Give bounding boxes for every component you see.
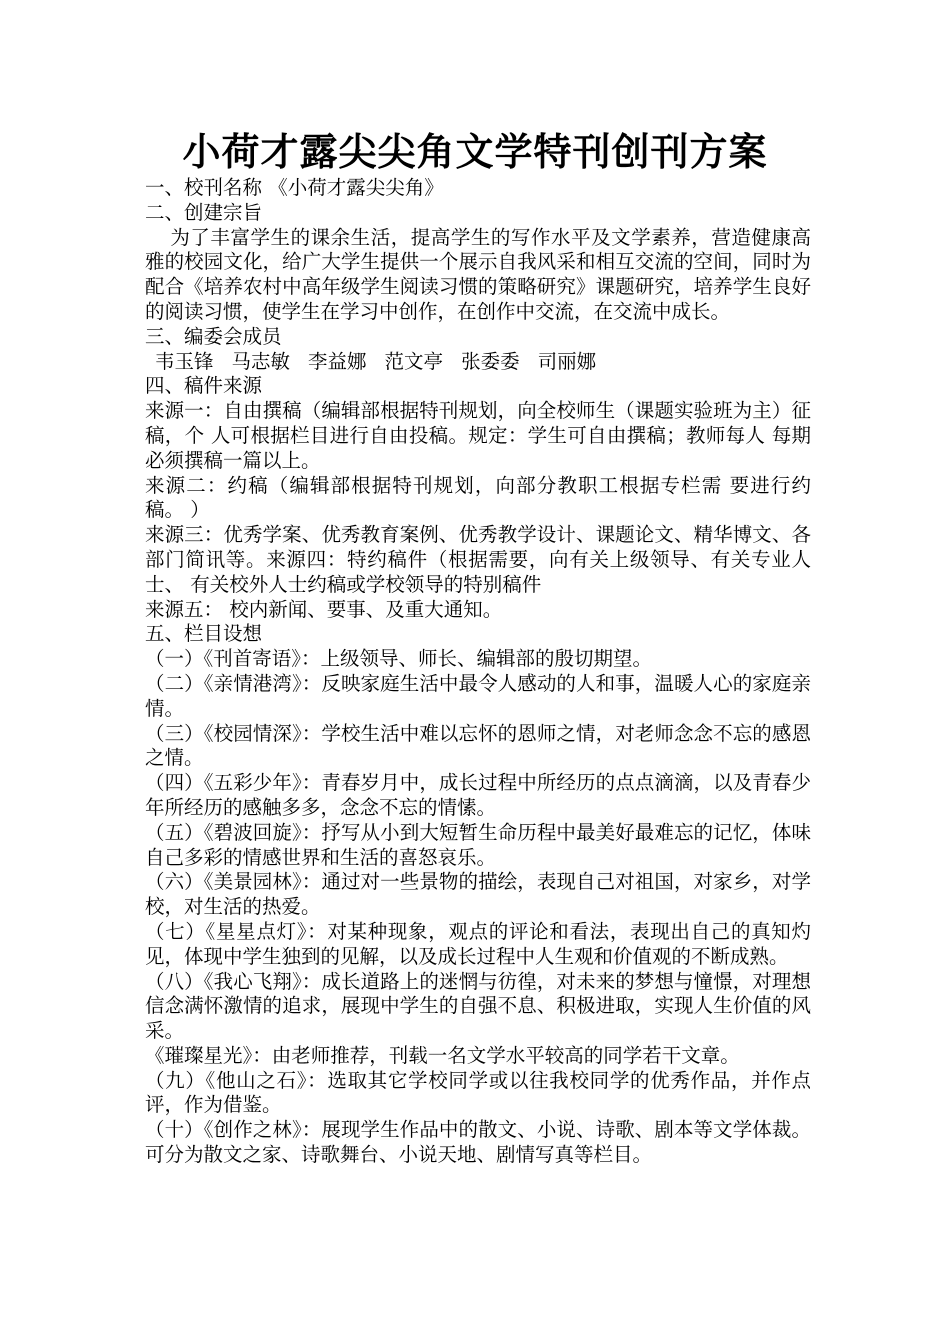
- member-name: 马志敏: [231, 349, 291, 373]
- document-body: [145, 176, 811, 1168]
- members-list: [145, 350, 811, 375]
- member-name: 韦玉锋: [155, 349, 214, 373]
- source-item: 来源三：优秀学案、优秀教育案例、优秀教学设计、课题论文、精华博文、各部门简讯等。来源四：特约稿件（根据需要，向有关上级领导、有关专业人士、 有关校外人士约稿或学校领导的特别稿件: [145, 523, 811, 596]
- section-name-heading: 一、校刊名称 《小荷才露尖尖角》: [145, 176, 444, 199]
- column-item: （七）《星星点灯》：对某种现象，观点的评论和看法，表现出自己的真知灼见，体现中学生独到的见解，以及成长过程中人生观和价值观的不断成熟。: [145, 919, 811, 968]
- column-item: （三）《校园情深》：学校生活中难以忘怀的恩师之情，对老师念念不忘的感恩之情。: [145, 721, 811, 770]
- purpose-paragraph: 为了丰富学生的课余生活，提高学生的写作水平及文学素养，营造健康高雅的校园文化，给广大学生提供一个展示自我风采和相互交流的空间，同时为配合《培养农村中高年级学生阅读习惯的策略研究》课题研究，培养学生良好的阅读习惯，使学生在学习中创作，在创作中交流，在交流中成长。: [145, 225, 811, 323]
- member-name: 范文亭: [384, 349, 444, 373]
- column-item: （二）《亲情港湾》：反映家庭生活中最令人感动的人和事，温暖人心的家庭亲情。: [145, 671, 811, 720]
- section-purpose-heading: 二、创建宗旨: [145, 200, 263, 224]
- column-item: （四）《五彩少年》：青春岁月中，成长过程中所经历的点点滴滴，以及青春少年所经历的感触多多，念念不忘的情愫。: [145, 771, 811, 819]
- source-item: 来源五： 校内新闻、要事、及重大通知。: [145, 597, 503, 621]
- source-item: 来源二：约稿（编辑部根据特刊规划，向部分教职工根据专栏需 要进行约稿。 ）: [145, 473, 811, 522]
- member-name: 李益娜: [308, 349, 367, 373]
- column-item: 《璀璨星光》：由老师推荐，刊载一名文学水平较高的同学若干文章。: [145, 1043, 740, 1067]
- column-item: （五）《碧波回旋》：抒写从小到大短暂生命历程中最美好最难忘的记忆，体味自己多彩的情感世界和生活的喜怒哀乐。: [145, 820, 811, 869]
- section-members-heading: 三、编委会成员: [145, 324, 282, 348]
- column-item: （一）《刊首寄语》：上级领导、师长、编辑部的殷切期望。: [145, 647, 653, 671]
- column-item: （九）《他山之石》：选取其它学校同学或以往我校同学的优秀作品，并作点评，作为借鉴。: [145, 1068, 811, 1117]
- column-item: （八）《我心飞翔》：成长道路上的迷惘与彷徨，对未来的梦想与憧憬，对理想信念满怀激情的追求，展现中学生的自强不息、积极进取，实现人生价值的风采。: [145, 969, 811, 1043]
- member-name: 张委委: [461, 349, 520, 373]
- member-name: 司丽娜: [537, 349, 597, 373]
- section-columns-heading: 五、栏目设想: [145, 622, 263, 646]
- column-item: （六）《美景园林》：通过对一些景物的描绘，表现自己对祖国，对家乡，对学校，对生活的热爱。: [145, 870, 811, 919]
- document-title: 小荷才露尖尖角文学特刊创刊方案: [182, 129, 768, 174]
- source-item: 来源一：自由撰稿（编辑部根据特刊规划，向全校师生（课题实验班为主）征稿，个 人可根据栏目进行自由投稿。规定：学生可自由撰稿；教师每人 每期必须撰稿一篇以上。: [145, 399, 811, 472]
- column-item: （十）《创作之林》：展现学生作品中的散文、小说、诗歌、剧本等文学体裁。可分为散文之家、诗歌舞台、小说天地、剧情写真等栏目。: [145, 1118, 811, 1167]
- section-sources-heading: 四、稿件来源: [145, 374, 263, 398]
